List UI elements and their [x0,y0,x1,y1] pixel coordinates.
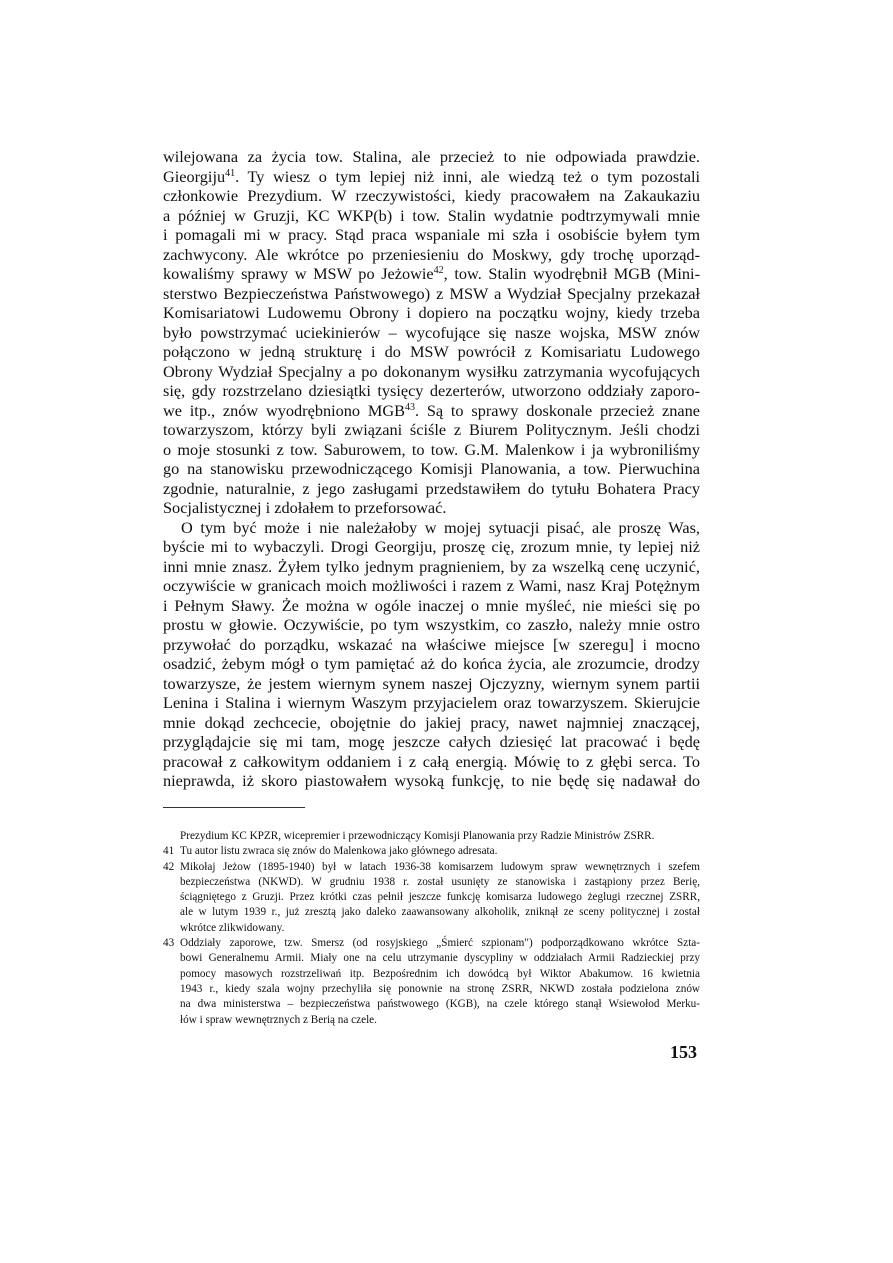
text-line: mnie dokąd zechcecie, obojętnie do jakiej pracy, nawet najmniej znaczącej, [163,712,700,732]
footnote-number: 42 [163,860,175,873]
text-line: członkowie Prezydium. W rzeczywistości, kiedy pracowałem na Zakaukaziu [163,186,700,205]
footnote-line: 1943 r., kiedy szala wojny przechyliła się ponownie na stronę ZSRR, NKWD została podzielona znów [180,982,700,995]
text-line: było powstrzymać uciekinierów – wycofujące się nasze wojska, MSW znów [163,322,700,342]
body-text [163,147,700,791]
text-line: osadzić, żebym mógł o tym pamiętać aż do końca życia, ale zrozumcie, drodzy [163,654,700,673]
text-line: a później w Gruzji, KC WKP(b) i tow. Stalin wydatnie podtrzymywali mnie [163,205,700,225]
text-line: towarzysze, że jestem wiernym synem naszej Ojczyzny, wiernym synem partii [163,673,700,693]
text-line: Socjalistycznej i zdołałem to przeforsować. [163,498,447,517]
text-line: przywołać do porządku, wskazać na właściwe miejsce [w szeregu] i mocno [163,634,700,654]
footnote-line: wkrótce zlikwidowany. [180,921,285,934]
text-line: go na stanowisku przewodniczącego Komisji Planowania, a tow. Pierwuchina [163,459,700,478]
footnote-line: pomocy masowych rozstrzeliwań itp. Bezpośrednim ich dowódcą był Wiktor Abakumow. 16 kwietnia [180,967,700,980]
text-line: nieprawda, iż skoro piastowałem wysoką funkcję, to nie będę się nadawał do [163,771,700,790]
footnote [163,829,700,844]
text-line: zachwycony. Ale wkrótce po przeniesieniu do Moskwy, gdy trochę uporząd- [163,244,700,264]
text-line: towarzyszom, którzy byli związani ściśle z Biurem Politycznym. Jeśli chodzi [163,420,700,439]
text-line: inni mnie znasz. Żyłem tylko jednym pragnieniem, by za wszelką cenę uczynić, [163,556,700,576]
footnote-line: bezpieczeństwa (NKWD). W grudniu 1938 r. został usunięty ze stanowiska i zastąpiony przez Berię, [180,875,700,888]
footnote-line: ściągniętego z Gruzji. Przez krótki czas pełnił jeszcze funkcję komisarza ludowego żeglugi rzecznej ZSRR, [180,891,700,904]
text-line: oczywiście w granicach moich możliwości i razem z Wami, nasz Kraj Potężnym [163,576,700,595]
text-line: i Pełnym Sławy. Że można w ogóle inaczej o mnie myśleć, nie mieści się po [163,595,700,615]
text-line: przyglądajcie się mi tam, mogę jeszcze całych dziesięć lat pracować i będę [163,732,700,751]
footnote-reference: 43 [404,401,415,413]
footnote [163,936,700,1028]
footnote-reference: 41 [225,167,236,179]
footnote-line: Oddziały zaporowe, tzw. Smersz (od rosyjskiego „Śmierć szpionam") podporządkowano wkrótce Szta- [180,937,700,950]
paragraph [163,147,700,518]
footnote-line: łów i spraw wewnętrznych z Berią na czele. [180,1013,377,1026]
text-line: kowaliśmy sprawy w MSW po Jeżowie$^{42}$, tow. Stalin wyodrębnił MGB (Mini- [163,264,700,283]
text-line: prostu w głowie. Oczywiście, po tym wszystkim, co zaszło, należy mnie ostro [163,615,700,634]
footnote-line: na dwa ministerstwa – bezpieczeństwa państwowego (KGB), na czele którego stanął Wsiewołod Merku- [180,998,700,1011]
footnote-reference: 42 [433,265,444,276]
footnote-number: 41 [163,845,175,858]
text-line: Komisariatowi Ludowemu Obrony i dopiero na początku wojny, kiedy trzeba [163,303,700,322]
paragraph [163,518,700,791]
footnote-line: Prezydium KC KPZR, wicepremier i przewodniczący Komisji Planowania przy Radzie Ministrów ZSRR. [180,830,655,842]
text-line: o moje stosunki z tow. Saburowem, to tow. G.M. Malenkow i ja wybroniliśmy [163,439,700,459]
footnote-number: 43 [163,937,175,950]
text-line: Gieorgiju$^{41}$. Ty wiesz o tym lepiej niż inni, ale wiedzą też o tym pozostali [163,166,700,186]
page-number: 153 [670,1042,697,1062]
footnotes [163,829,700,1028]
text-line: i pomagali mi w pracy. Stąd praca wspaniale mi szła i osobiście byłem tym [163,225,700,244]
text-line: byście mi to wybaczyli. Drogi Georgiju, proszę cię, zrozum mnie, ty lepiej niż [163,537,700,556]
footnote-line: Mikołaj Jeżow (1895-1940) był w latach 1936-38 komisarzem ludowym spraw wewnętrznych i szefem [180,860,700,873]
footnote [163,844,700,859]
footnote-line: Tu autor listu zwraca się znów do Malenkowa jako głównego adresata. [180,845,498,858]
text-line: zgodnie, naturalnie, z jego zasługami przedstawiłem do tytułu Bohatera Pracy [163,478,700,498]
footnote-separator [163,807,305,808]
text-line: wilejowana za życia tow. Stalina, ale przecież to nie odpowiada prawdzie. [163,147,700,166]
text-line: O tym być może i nie należałoby w mojej sytuacji pisać, ale proszę Was, [181,517,700,537]
text-line: się, gdy rozstrzelano dziesiątki tysięcy dezerterów, utworzono oddziały zaporo- [163,381,700,400]
footnote [163,860,700,936]
text-line: sterstwo Bezpieczeństwa Państwowego) z MSW a Wydział Specjalny przekazał [163,283,700,303]
footnote-line: ale w lutym 1939 r., już zresztą jako daleko zaawansowany alkoholik, zniknął ze sceny politycznej i został [180,906,700,919]
text-line: Obrony Wydział Specjalny a po dokonanym wysiłku zatrzymania wycofujących [163,361,700,381]
text-line: pracował z całkowitym oddaniem i z całą energią. Mówię to z głębi serca. To [163,751,700,771]
text-line: połączono w jedną strukturę i do MSW powrócił z Komisariatu Ludowego [163,342,700,361]
footnote-line: bowi Generalnemu Armii. Miały one na celu utrzymanie dyscypliny w oddziałach Armii Radzieckiej przy [180,952,700,965]
text-line: Lenina i Stalina i wiernym Waszym przyjacielem oraz towarzyszem. Skierujcie [163,693,700,712]
text-line: we itp., znów wyodrębniono MGB$^{43}$. Są to sprawy doskonale przecież znane [163,400,701,420]
